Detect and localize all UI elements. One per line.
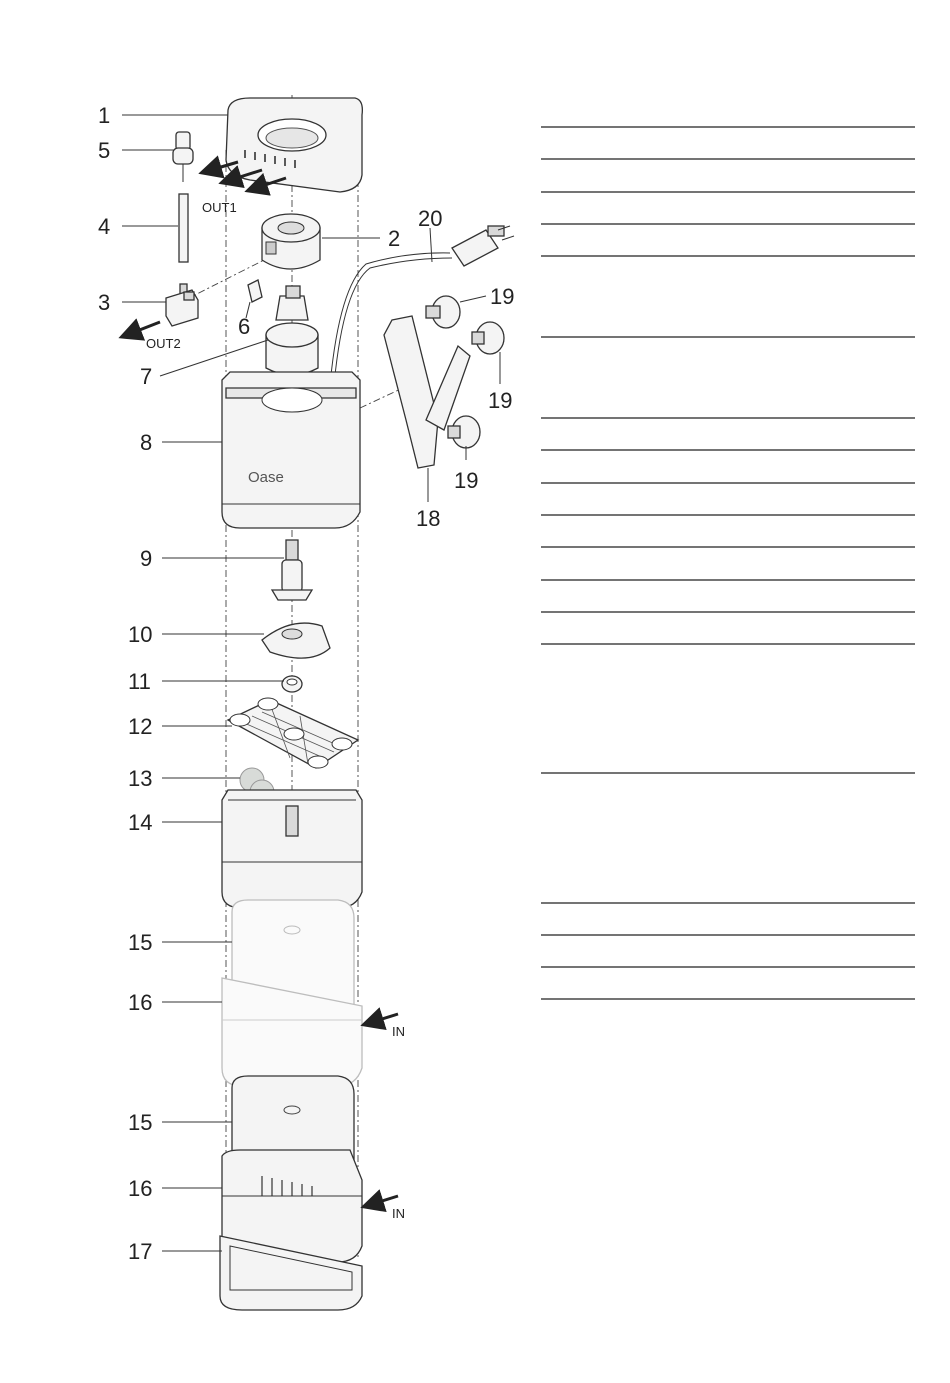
part-19-suction-cup-upper	[426, 296, 460, 328]
out1-label: OUT1	[202, 200, 237, 215]
callout-19-middle: 19	[488, 388, 513, 413]
callout-8: 8	[140, 430, 153, 455]
out2-flow-arrow	[124, 322, 160, 336]
part-5-valve	[173, 132, 193, 182]
brand-logo-text: Oase	[248, 469, 284, 486]
callout-17: 17	[128, 1239, 153, 1264]
callout-19-lower: 19	[454, 468, 479, 493]
part-12-grid-plate	[228, 698, 358, 768]
part-2-pump-outlet	[262, 214, 320, 269]
part-11-nut	[282, 676, 302, 692]
in-label-upper: IN	[392, 1024, 405, 1039]
part-6-clip	[248, 280, 262, 302]
part-7-motor-head	[266, 286, 318, 375]
part-4-tube	[179, 194, 188, 294]
in-flow-arrow-lower	[366, 1196, 398, 1206]
parts-list-rules	[541, 127, 915, 999]
callout-18: 18	[416, 506, 441, 531]
callout-12: 12	[128, 714, 153, 739]
callout-10: 10	[128, 622, 153, 647]
callout-2: 2	[388, 226, 401, 251]
part-1-top-cover	[226, 98, 362, 192]
callout-14: 14	[128, 810, 153, 835]
callout-5: 5	[98, 138, 111, 163]
callout-16-upper: 16	[128, 990, 153, 1015]
part-19-suction-cup-middle	[472, 322, 504, 354]
callout-20: 20	[418, 206, 443, 231]
part-14-container	[222, 790, 362, 908]
callout-15-upper: 15	[128, 930, 153, 955]
callout-7: 7	[140, 364, 153, 389]
callout-6: 6	[238, 314, 251, 339]
in-label-lower: IN	[392, 1206, 405, 1221]
callout-1: 1	[98, 103, 111, 128]
part-3-elbow	[166, 290, 198, 326]
in-flow-arrow-upper	[366, 1014, 398, 1024]
part-10-rotor-cover	[262, 623, 330, 658]
callout-3: 3	[98, 290, 111, 315]
callout-4: 4	[98, 214, 111, 239]
callout-19-upper: 19	[490, 284, 515, 309]
part-8-pump-housing	[222, 372, 360, 528]
callout-13: 13	[128, 766, 153, 791]
callout-9: 9	[140, 546, 153, 571]
callout-15-lower: 15	[128, 1110, 153, 1135]
out2-label: OUT2	[146, 336, 181, 351]
callout-16-lower: 16	[128, 1176, 153, 1201]
part-9-rotor	[272, 540, 312, 600]
callout-11: 11	[128, 669, 151, 694]
part-19-suction-cup-lower	[448, 416, 480, 448]
